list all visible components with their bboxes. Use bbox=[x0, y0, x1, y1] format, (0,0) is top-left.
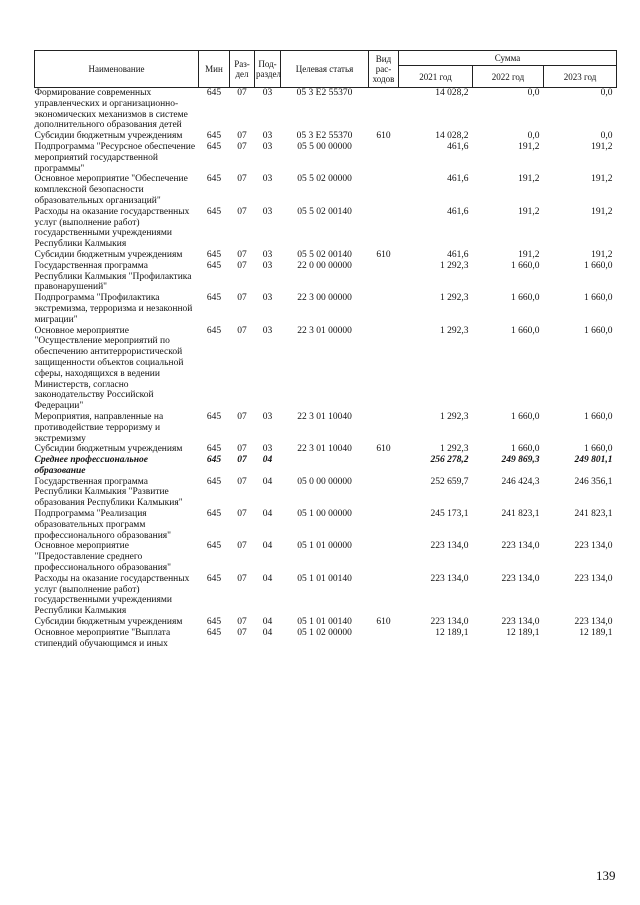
row-razdel: 07 bbox=[237, 88, 247, 98]
row-podrazdel: 04 bbox=[262, 509, 273, 520]
row-sum-2023: 12 189,1 bbox=[579, 627, 613, 638]
table-header bbox=[35, 51, 617, 88]
row-sum-2021: 223 134,0 bbox=[430, 573, 469, 584]
header-name: Наименование bbox=[35, 51, 199, 88]
row-sum-2023: 223 134,0 bbox=[574, 573, 613, 584]
row-sum-2023: 249 801,1 bbox=[574, 455, 613, 466]
header-target: Целевая статья bbox=[281, 51, 369, 88]
row-target: 05 3 E2 55370 bbox=[296, 88, 353, 98]
row-sum-2023: 1 660,0 bbox=[584, 444, 613, 455]
row-sum-2023: 1 660,0 bbox=[584, 325, 613, 336]
row-sum-2023: 0,0 bbox=[600, 88, 613, 98]
row-name: Основное мероприятие "Обеспечение комплексной безопасности образовательных организаций" bbox=[34, 174, 188, 206]
row-name: Мероприятия, направленные на противодействие терроризму и экстремизму bbox=[34, 411, 164, 444]
row-sum-2023: 1 660,0 bbox=[584, 293, 613, 304]
row-vid bbox=[369, 628, 399, 650]
row-min: 645 bbox=[206, 88, 222, 98]
row-sum-2023: 1 660,0 bbox=[584, 260, 613, 271]
row-target: 05 5 02 00000 bbox=[297, 174, 352, 185]
row-razdel: 07 bbox=[237, 131, 247, 142]
header-2021: 2021 год bbox=[399, 66, 473, 88]
row-podrazdel: 03 bbox=[262, 141, 273, 152]
row-razdel: 07 bbox=[237, 476, 247, 487]
row-sum-2021: 1 292,3 bbox=[440, 293, 469, 304]
table-row bbox=[35, 455, 617, 477]
row-podrazdel: 03 bbox=[262, 325, 273, 336]
row-razdel: 07 bbox=[237, 509, 247, 520]
row-name: Расходы на оказание государственных услуг (выполнение работ) государственными учреждениями Республики Калмыкия bbox=[34, 573, 190, 617]
row-sum-2022: 246 424,3 bbox=[501, 476, 540, 487]
row-min: 645 bbox=[206, 293, 222, 304]
row-min: 645 bbox=[206, 325, 222, 336]
row-sum-2021: 461,6 bbox=[447, 141, 469, 152]
row-vid: 610 bbox=[376, 249, 391, 260]
row-min: 645 bbox=[206, 573, 222, 584]
row-vid: 610 bbox=[376, 131, 391, 142]
row-podrazdel: 04 bbox=[262, 573, 273, 584]
row-target: 05 1 02 00000 bbox=[297, 627, 352, 638]
row-sum-2022: 191,2 bbox=[518, 141, 540, 152]
row-name: Субсидии бюджетным учреждениям bbox=[34, 131, 183, 142]
row-sum-2021: 223 134,0 bbox=[430, 617, 469, 628]
row-sum-2022: 241 823,1 bbox=[501, 509, 540, 520]
row-sum-2021: 461,6 bbox=[447, 249, 469, 260]
row-vid bbox=[369, 574, 399, 617]
row-sum-2021: 1 292,3 bbox=[440, 325, 469, 336]
row-podrazdel: 04 bbox=[262, 627, 273, 638]
table-row bbox=[35, 444, 617, 455]
row-vid bbox=[369, 293, 399, 325]
row-razdel: 07 bbox=[237, 325, 247, 336]
row-sum-2022: 223 134,0 bbox=[501, 541, 540, 552]
row-vid bbox=[369, 509, 399, 541]
row-sum-2021: 252 659,7 bbox=[430, 476, 469, 487]
row-sum-2021: 1 292,3 bbox=[440, 260, 469, 271]
row-vid: 610 bbox=[376, 444, 391, 455]
row-sum-2023: 1 660,0 bbox=[584, 411, 613, 422]
row-sum-2021: 12 189,1 bbox=[435, 627, 469, 638]
row-target: 22 3 01 00000 bbox=[297, 325, 352, 336]
row-vid bbox=[369, 261, 399, 293]
row-vid bbox=[369, 142, 399, 174]
row-sum-2022: 1 660,0 bbox=[511, 444, 540, 455]
row-vid bbox=[369, 88, 399, 132]
row-sum-2023: 0,0 bbox=[600, 131, 613, 142]
row-sum-2021: 461,6 bbox=[447, 174, 469, 185]
row-sum-2021: 14 028,2 bbox=[435, 88, 469, 98]
row-name: Государственная программа Республики Калмыкия "Развитие образования Республики Калмыкия" bbox=[34, 476, 183, 509]
table-row bbox=[35, 326, 617, 412]
row-sum-2022: 191,2 bbox=[518, 174, 540, 185]
row-sum-2021: 1 292,3 bbox=[440, 444, 469, 455]
table-row bbox=[35, 207, 617, 250]
header-vid: Вид рас-ходов bbox=[369, 51, 399, 88]
row-name: Подпрограмма "Реализация образовательных программ профессионального образования" bbox=[34, 509, 172, 541]
budget-table bbox=[34, 50, 617, 649]
table-row bbox=[35, 142, 617, 174]
row-sum-2022: 0,0 bbox=[527, 131, 540, 142]
row-razdel: 07 bbox=[237, 627, 247, 638]
page-number: 139 bbox=[596, 868, 616, 883]
row-sum-2021: 223 134,0 bbox=[430, 541, 469, 552]
row-name: Государственная программа Республики Калмыкия "Профилактика правонарушений" bbox=[34, 260, 192, 293]
row-name: Среднее профессиональное образование bbox=[34, 455, 148, 476]
row-min: 645 bbox=[206, 131, 222, 142]
row-min: 645 bbox=[206, 627, 222, 638]
row-podrazdel: 03 bbox=[262, 206, 273, 217]
row-target: 05 0 00 00000 bbox=[297, 476, 352, 487]
row-sum-2023: 241 823,1 bbox=[574, 509, 613, 520]
row-podrazdel: 03 bbox=[262, 260, 273, 271]
row-podrazdel: 03 bbox=[262, 88, 273, 98]
row-razdel: 07 bbox=[237, 617, 247, 628]
row-razdel: 07 bbox=[237, 174, 247, 185]
row-target: 22 3 01 10040 bbox=[297, 444, 352, 455]
row-min: 645 bbox=[206, 455, 222, 466]
table-row bbox=[35, 250, 617, 261]
row-sum-2022: 223 134,0 bbox=[501, 617, 540, 628]
row-target: 05 5 02 00140 bbox=[297, 206, 352, 217]
row-target: 05 5 00 00000 bbox=[297, 141, 352, 152]
row-vid bbox=[369, 455, 399, 477]
row-sum-2021: 256 278,2 bbox=[430, 455, 469, 466]
row-name: Подпрограмма "Профилактика экстремизма, терроризма и незаконной миграции" bbox=[34, 293, 193, 325]
header-2023: 2023 год bbox=[544, 66, 617, 88]
row-sum-2021: 14 028,2 bbox=[435, 131, 469, 142]
row-razdel: 07 bbox=[237, 141, 247, 152]
row-target: 05 1 01 00140 bbox=[297, 617, 352, 628]
row-min: 645 bbox=[206, 444, 222, 455]
budget-table-page bbox=[34, 50, 616, 649]
row-podrazdel: 04 bbox=[262, 541, 273, 552]
row-razdel: 07 bbox=[237, 249, 247, 260]
row-target: 22 3 01 10040 bbox=[297, 411, 352, 422]
row-target: 05 1 01 00000 bbox=[297, 541, 352, 552]
row-sum-2022: 1 660,0 bbox=[511, 325, 540, 336]
row-razdel: 07 bbox=[237, 260, 247, 271]
row-min: 645 bbox=[206, 541, 222, 552]
row-target: 22 3 00 00000 bbox=[297, 293, 352, 304]
row-sum-2023: 223 134,0 bbox=[574, 541, 613, 552]
row-name: Основное мероприятие "Выплата стипендий обучающимся и иных bbox=[34, 627, 171, 649]
row-name: Основное мероприятие "Осуществление мероприятий по обеспечению антитеррористической защищенности объектов социальной сферы, находящихся в ведении Министерств, согласно законодательству Российской Федерации" bbox=[34, 325, 184, 412]
row-target: 05 3 E2 55370 bbox=[296, 131, 353, 142]
row-sum-2021: 461,6 bbox=[447, 206, 469, 217]
row-sum-2023: 246 356,1 bbox=[574, 476, 613, 487]
row-podrazdel: 03 bbox=[262, 444, 273, 455]
row-razdel: 07 bbox=[237, 206, 247, 217]
row-podrazdel: 03 bbox=[262, 249, 273, 260]
row-sum-2023: 191,2 bbox=[591, 206, 613, 217]
row-sum-2022: 12 189,1 bbox=[506, 627, 540, 638]
row-sum-2022: 249 869,3 bbox=[501, 455, 540, 466]
table-row bbox=[35, 88, 617, 132]
row-razdel: 07 bbox=[237, 541, 247, 552]
row-min: 645 bbox=[206, 476, 222, 487]
row-podrazdel: 03 bbox=[262, 174, 273, 185]
row-name: Основное мероприятие "Предоставление среднего профессионального образования" bbox=[34, 541, 172, 574]
row-vid: 610 bbox=[376, 617, 391, 628]
row-razdel: 07 bbox=[237, 455, 247, 466]
row-min: 645 bbox=[206, 617, 222, 628]
row-min: 645 bbox=[206, 141, 222, 152]
header-razdel: Раз-дел bbox=[230, 51, 255, 88]
row-name: Формирование современных управленческих и организационно-экономических механизмов в системе дополнительного образования детей bbox=[34, 88, 188, 131]
row-target: 22 0 00 00000 bbox=[297, 260, 352, 271]
row-sum-2023: 191,2 bbox=[591, 249, 613, 260]
header-min: Мин bbox=[199, 51, 230, 88]
header-2022: 2022 год bbox=[473, 66, 544, 88]
row-vid bbox=[369, 207, 399, 250]
row-sum-2023: 223 134,0 bbox=[574, 617, 613, 628]
table-row bbox=[35, 261, 617, 293]
row-sum-2022: 1 660,0 bbox=[511, 260, 540, 271]
table-row bbox=[35, 509, 617, 541]
row-razdel: 07 bbox=[237, 573, 247, 584]
header-sum: Сумма bbox=[399, 51, 617, 66]
row-vid bbox=[369, 477, 399, 509]
row-vid bbox=[369, 412, 399, 444]
row-vid bbox=[369, 174, 399, 206]
table-row bbox=[35, 293, 617, 325]
row-min: 645 bbox=[206, 509, 222, 520]
row-podrazdel: 04 bbox=[262, 617, 273, 628]
row-vid bbox=[369, 326, 399, 412]
row-min: 645 bbox=[206, 260, 222, 271]
row-sum-2022: 191,2 bbox=[518, 206, 540, 217]
row-sum-2023: 191,2 bbox=[591, 141, 613, 152]
table-body bbox=[35, 88, 617, 650]
row-sum-2021: 245 173,1 bbox=[430, 509, 469, 520]
row-sum-2022: 0,0 bbox=[527, 88, 540, 98]
table-row bbox=[35, 617, 617, 628]
row-min: 645 bbox=[206, 206, 222, 217]
row-name: Подпрограмма "Ресурсное обеспечение мероприятий государственной программы" bbox=[34, 141, 196, 174]
row-min: 645 bbox=[206, 249, 222, 260]
header-podrazdel: Под-раздел bbox=[255, 51, 281, 88]
row-name: Субсидии бюджетным учреждениям bbox=[34, 444, 183, 455]
row-podrazdel: 04 bbox=[262, 476, 273, 487]
row-podrazdel: 04 bbox=[262, 455, 273, 466]
row-target: 05 1 00 00000 bbox=[297, 509, 352, 520]
row-name: Субсидии бюджетным учреждениям bbox=[34, 249, 183, 260]
row-target: 05 5 02 00140 bbox=[297, 249, 352, 260]
table-row bbox=[35, 174, 617, 206]
row-min: 645 bbox=[206, 174, 222, 185]
table-row bbox=[35, 131, 617, 142]
row-podrazdel: 03 bbox=[262, 293, 273, 304]
row-razdel: 07 bbox=[237, 293, 247, 304]
row-sum-2022: 1 660,0 bbox=[511, 293, 540, 304]
table-row bbox=[35, 574, 617, 617]
table-row bbox=[35, 477, 617, 509]
row-razdel: 07 bbox=[237, 411, 247, 422]
table-row bbox=[35, 541, 617, 573]
row-target bbox=[281, 455, 369, 477]
table-row bbox=[35, 412, 617, 444]
row-podrazdel: 03 bbox=[262, 411, 273, 422]
row-razdel: 07 bbox=[237, 444, 247, 455]
table-row bbox=[35, 628, 617, 650]
row-sum-2023: 191,2 bbox=[591, 174, 613, 185]
row-sum-2022: 191,2 bbox=[518, 249, 540, 260]
row-podrazdel: 03 bbox=[262, 131, 273, 142]
row-name: Субсидии бюджетным учреждениям bbox=[34, 617, 183, 628]
row-vid bbox=[369, 541, 399, 573]
row-sum-2021: 1 292,3 bbox=[440, 411, 469, 422]
row-target: 05 1 01 00140 bbox=[297, 573, 352, 584]
row-min: 645 bbox=[206, 411, 222, 422]
row-name: Расходы на оказание государственных услуг (выполнение работ) государственными учреждениями Республики Калмыкия bbox=[34, 206, 190, 250]
row-sum-2022: 223 134,0 bbox=[501, 573, 540, 584]
row-sum-2022: 1 660,0 bbox=[511, 411, 540, 422]
